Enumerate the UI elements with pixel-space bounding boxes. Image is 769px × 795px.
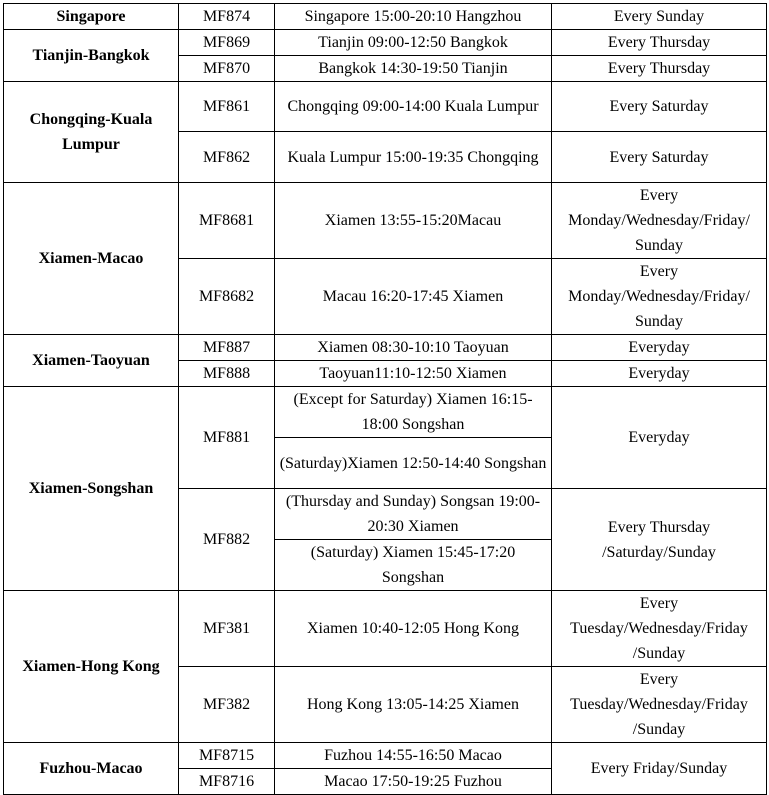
table-row	[4, 30, 767, 56]
schedule-cell: (Saturday) Xiamen 15:45-17:20 Songshan	[275, 540, 552, 591]
schedule-cell: Macau 16:20-17:45 Xiamen	[275, 259, 552, 335]
schedule-cell: Tianjin 09:00-12:50 Bangkok	[275, 30, 552, 56]
schedule-cell: Macao 17:50-19:25 Fuzhou	[275, 769, 552, 795]
table-row	[4, 4, 767, 30]
flight-number-cell: MF882	[179, 489, 275, 591]
table-row	[4, 591, 767, 667]
flight-number-cell: MF869	[179, 30, 275, 56]
table-row	[4, 335, 767, 361]
flight-number-cell: MF888	[179, 361, 275, 387]
table-row	[4, 183, 767, 259]
schedule-cell: Xiamen 13:55-15:20Macau	[275, 183, 552, 259]
schedule-cell: (Saturday)Xiamen 12:50-14:40 Songshan	[275, 438, 552, 489]
route-cell: Tianjin-Bangkok	[4, 30, 179, 82]
frequency-cell: Every Saturday	[552, 82, 767, 132]
flight-number-cell: MF381	[179, 591, 275, 667]
frequency-cell: Every Thursday /Saturday/Sunday	[552, 489, 767, 591]
flight-number-cell: MF870	[179, 56, 275, 82]
schedule-cell: Taoyuan11:10-12:50 Xiamen	[275, 361, 552, 387]
flight-schedule-table	[3, 3, 767, 795]
frequency-cell: Every Thursday	[552, 30, 767, 56]
schedule-cell: (Thursday and Sunday) Songsan 19:00-20:30 Xiamen	[275, 489, 552, 540]
flight-number-cell: MF881	[179, 387, 275, 489]
frequency-cell: Every Friday/Sunday	[552, 743, 767, 795]
schedule-cell: Chongqing 09:00-14:00 Kuala Lumpur	[275, 82, 552, 132]
frequency-cell: Every Sunday	[552, 4, 767, 30]
route-cell: Singapore	[4, 4, 179, 30]
frequency-cell: Every Tuesday/Wednesday/Friday /Sunday	[552, 591, 767, 667]
route-cell: Fuzhou-Macao	[4, 743, 179, 795]
table-row	[4, 387, 767, 438]
schedule-cell: Xiamen 10:40-12:05 Hong Kong	[275, 591, 552, 667]
flight-number-cell: MF874	[179, 4, 275, 30]
flight-number-cell: MF8681	[179, 183, 275, 259]
route-cell: Chongqing-Kuala Lumpur	[4, 82, 179, 183]
schedule-cell: Hong Kong 13:05-14:25 Xiamen	[275, 667, 552, 743]
frequency-cell: Every Monday/Wednesday/Friday/ Sunday	[552, 183, 767, 259]
flight-number-cell: MF382	[179, 667, 275, 743]
frequency-cell: Every Monday/Wednesday/Friday/ Sunday	[552, 259, 767, 335]
schedule-cell: Bangkok 14:30-19:50 Tianjin	[275, 56, 552, 82]
flight-number-cell: MF8715	[179, 743, 275, 769]
flight-number-cell: MF861	[179, 82, 275, 132]
schedule-cell: Kuala Lumpur 15:00-19:35 Chongqing	[275, 132, 552, 183]
route-cell: Xiamen-Hong Kong	[4, 591, 179, 743]
schedule-cell: Singapore 15:00-20:10 Hangzhou	[275, 4, 552, 30]
schedule-cell: Xiamen 08:30-10:10 Taoyuan	[275, 335, 552, 361]
route-cell: Xiamen-Songshan	[4, 387, 179, 591]
flight-number-cell: MF862	[179, 132, 275, 183]
frequency-cell: Every Thursday	[552, 56, 767, 82]
route-cell: Xiamen-Taoyuan	[4, 335, 179, 387]
flight-number-cell: MF887	[179, 335, 275, 361]
table-row	[4, 743, 767, 769]
schedule-cell: Fuzhou 14:55-16:50 Macao	[275, 743, 552, 769]
frequency-cell: Every Saturday	[552, 132, 767, 183]
frequency-cell: Everyday	[552, 387, 767, 489]
flight-number-cell: MF8716	[179, 769, 275, 795]
table-row	[4, 82, 767, 132]
flight-number-cell: MF8682	[179, 259, 275, 335]
frequency-cell: Everyday	[552, 335, 767, 361]
frequency-cell: Every Tuesday/Wednesday/Friday /Sunday	[552, 667, 767, 743]
route-cell: Xiamen-Macao	[4, 183, 179, 335]
schedule-cell: (Except for Saturday) Xiamen 16:15-18:00 Songshan	[275, 387, 552, 438]
frequency-cell: Everyday	[552, 361, 767, 387]
